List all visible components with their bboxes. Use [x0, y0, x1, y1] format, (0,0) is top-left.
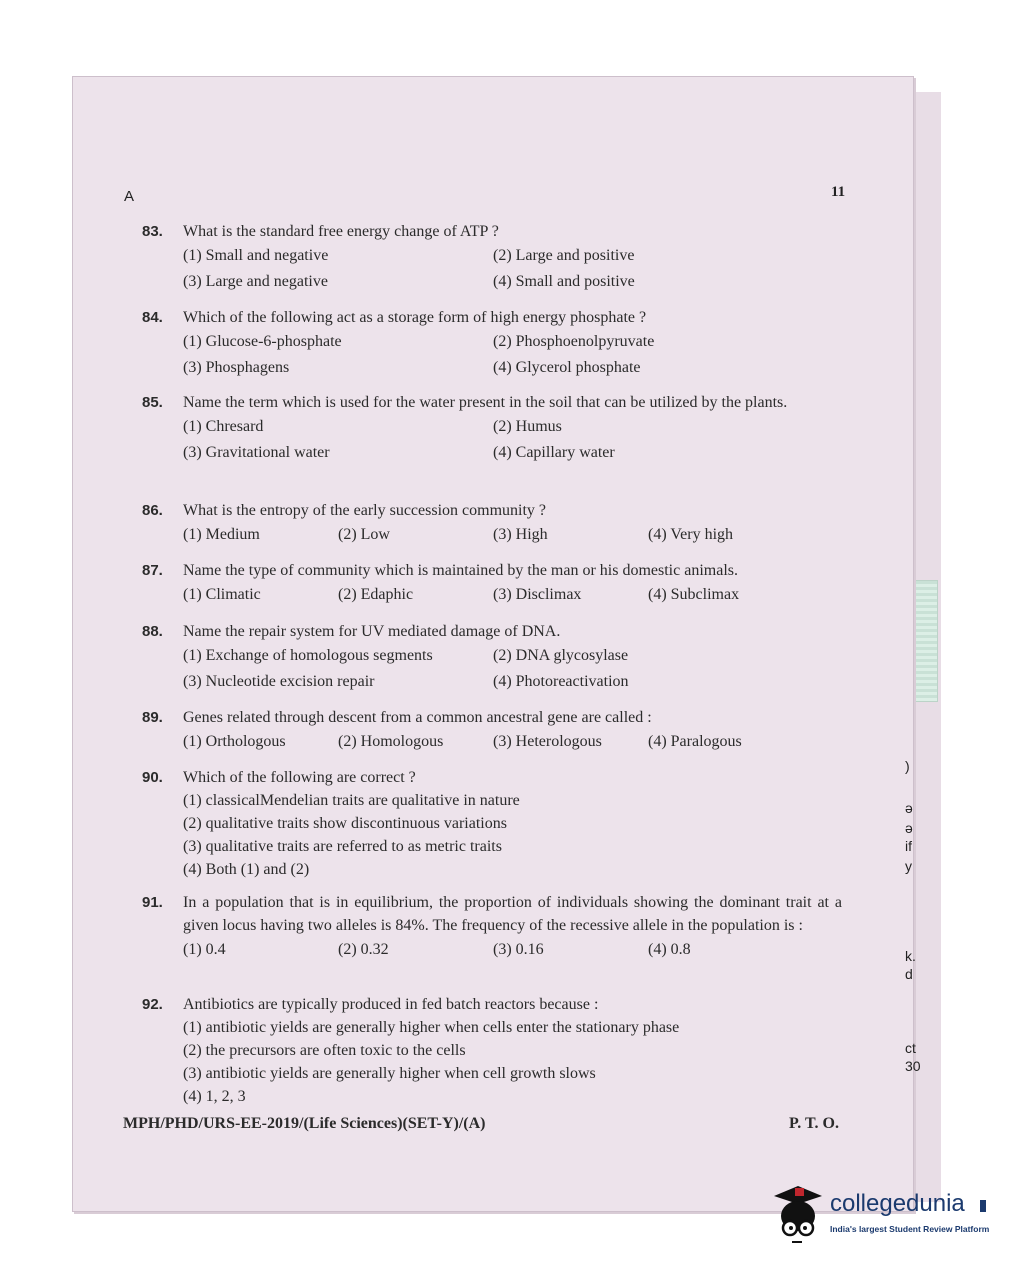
option: (3) Phosphagens: [183, 359, 290, 376]
question-number: 88.: [142, 623, 163, 640]
bleed-letter: if: [905, 838, 912, 854]
option: (2) Edaphic: [338, 586, 414, 603]
mascot-icon: [768, 1182, 826, 1246]
question-85: [142, 391, 842, 466]
question-text: Antibiotics are typically produced in fed batch reactors because :: [183, 996, 599, 1013]
option-list: [183, 643, 842, 695]
bleed-letter: ə: [905, 800, 913, 816]
option: (2) Large and positive: [493, 247, 635, 264]
question-text: Which of the following act as a storage form of high energy phosphate ?: [183, 309, 647, 326]
option: (4) 0.8: [648, 941, 691, 958]
bleed-letter: k.: [905, 948, 916, 964]
option: (2) qualitative traits show discontinuous variations: [183, 815, 507, 832]
question-text: Which of the following are correct ?: [183, 769, 416, 786]
question-text: Genes related through descent from a common ancestral gene are called :: [183, 709, 652, 726]
question-83: [142, 220, 842, 295]
question-number: 92.: [142, 996, 163, 1013]
question-88: [142, 620, 842, 695]
question-number: 84.: [142, 309, 163, 326]
question-number: 89.: [142, 709, 163, 726]
option-list: [183, 329, 842, 381]
question-number: 87.: [142, 562, 163, 579]
option: (1) Climatic: [183, 586, 261, 603]
option-list: [183, 729, 842, 755]
question-number: 85.: [142, 394, 163, 411]
question-text: Name the repair system for UV mediated damage of DNA.: [183, 623, 561, 640]
pto-label: P. T. O.: [789, 1115, 839, 1132]
option: (3) Disclimax: [493, 586, 582, 603]
option: (2) Humus: [493, 418, 562, 435]
option-list: [183, 522, 842, 548]
option: (2) Low: [338, 526, 390, 543]
option: (3) 0.16: [493, 941, 544, 958]
option: (1) Medium: [183, 526, 260, 543]
question-86: [142, 499, 842, 548]
option-list: [183, 789, 842, 881]
option: (1) Glucose-6-phosphate: [183, 333, 342, 350]
question-92: [142, 993, 842, 1108]
option: (3) Nucleotide excision repair: [183, 673, 375, 690]
option: (2) Phosphoenolpyruvate: [493, 333, 655, 350]
bleed-letter: ): [905, 758, 910, 774]
option-list: [183, 582, 842, 608]
option: (4) Glycerol phosphate: [493, 359, 641, 376]
brand-mark: [980, 1200, 986, 1212]
option: (4) Paralogous: [648, 733, 742, 750]
option: (4) 1, 2, 3: [183, 1088, 246, 1105]
option: (3) Large and negative: [183, 273, 328, 290]
option: (4) Small and positive: [493, 273, 635, 290]
option: (1) Chresard: [183, 418, 264, 435]
option-list: [183, 1016, 842, 1108]
option: (2) the precursors are often toxic to the cells: [183, 1042, 466, 1059]
question-text: Name the type of community which is maintained by the man or his domestic animals.: [183, 562, 738, 579]
question-text: Name the term which is used for the water present in the soil that can be utilized by the plants.: [183, 394, 788, 411]
bleed-letter: 30: [905, 1058, 921, 1074]
question-number: 90.: [142, 769, 163, 786]
question-89: [142, 706, 842, 755]
question-87: [142, 559, 842, 608]
option: (1) Exchange of homologous segments: [183, 647, 433, 664]
option-list: [183, 937, 842, 963]
option: (3) Gravitational water: [183, 444, 330, 461]
question-text: In a population that is in equilibrium, the proportion of individuals showing the dominant trait at a given locus having two alleles is 84%. The frequency of the recessive allele in the population is :: [183, 894, 842, 934]
bleed-letter: y: [905, 858, 912, 874]
set-letter: A: [124, 188, 135, 205]
option-list: [183, 243, 842, 295]
option: (4) Very high: [648, 526, 734, 543]
option: (4) Photoreactivation: [493, 673, 629, 690]
brand-name: collegedunia: [830, 1190, 965, 1217]
option-list: [183, 414, 842, 466]
option: (3) Heterologous: [493, 733, 602, 750]
question-number: 83.: [142, 223, 163, 240]
option: (2) DNA glycosylase: [493, 647, 629, 664]
question-84: [142, 306, 842, 381]
bleed-letter: ct: [905, 1040, 916, 1056]
question-number: 86.: [142, 502, 163, 519]
option: (3) qualitative traits are referred to as metric traits: [183, 838, 502, 855]
option: (1) antibiotic yields are generally higher when cells enter the stationary phase: [183, 1019, 680, 1036]
bleed-letter: d: [905, 966, 913, 982]
page-number: 11: [831, 184, 846, 200]
option: (3) High: [493, 526, 548, 543]
brand-tagline: India's largest Student Review Platform: [830, 1224, 990, 1234]
bleed-letter: ə: [905, 820, 913, 836]
option: (4) Subclimax: [648, 586, 740, 603]
paper-code: MPH/PHD/URS-EE-2019/(Life Sciences)(SET-Y)/(A): [123, 1115, 486, 1132]
option: (1) classicalMendelian traits are qualitative in nature: [183, 792, 520, 809]
option: (4) Both (1) and (2): [183, 861, 310, 878]
option: (1) Small and negative: [183, 247, 329, 264]
question-text: What is the entropy of the early succession community ?: [183, 502, 547, 519]
question-90: [142, 766, 842, 881]
option: (2) 0.32: [338, 941, 389, 958]
option: (3) antibiotic yields are generally higher when cell growth slows: [183, 1065, 596, 1082]
collegedunia-watermark: [768, 1182, 998, 1252]
option: (1) 0.4: [183, 941, 226, 958]
option: (1) Orthologous: [183, 733, 286, 750]
question-text: What is the standard free energy change of ATP ?: [183, 223, 499, 240]
option: (4) Capillary water: [493, 444, 615, 461]
question-number: 91.: [142, 894, 163, 911]
option: (2) Homologous: [338, 733, 444, 750]
question-91: [142, 891, 842, 963]
